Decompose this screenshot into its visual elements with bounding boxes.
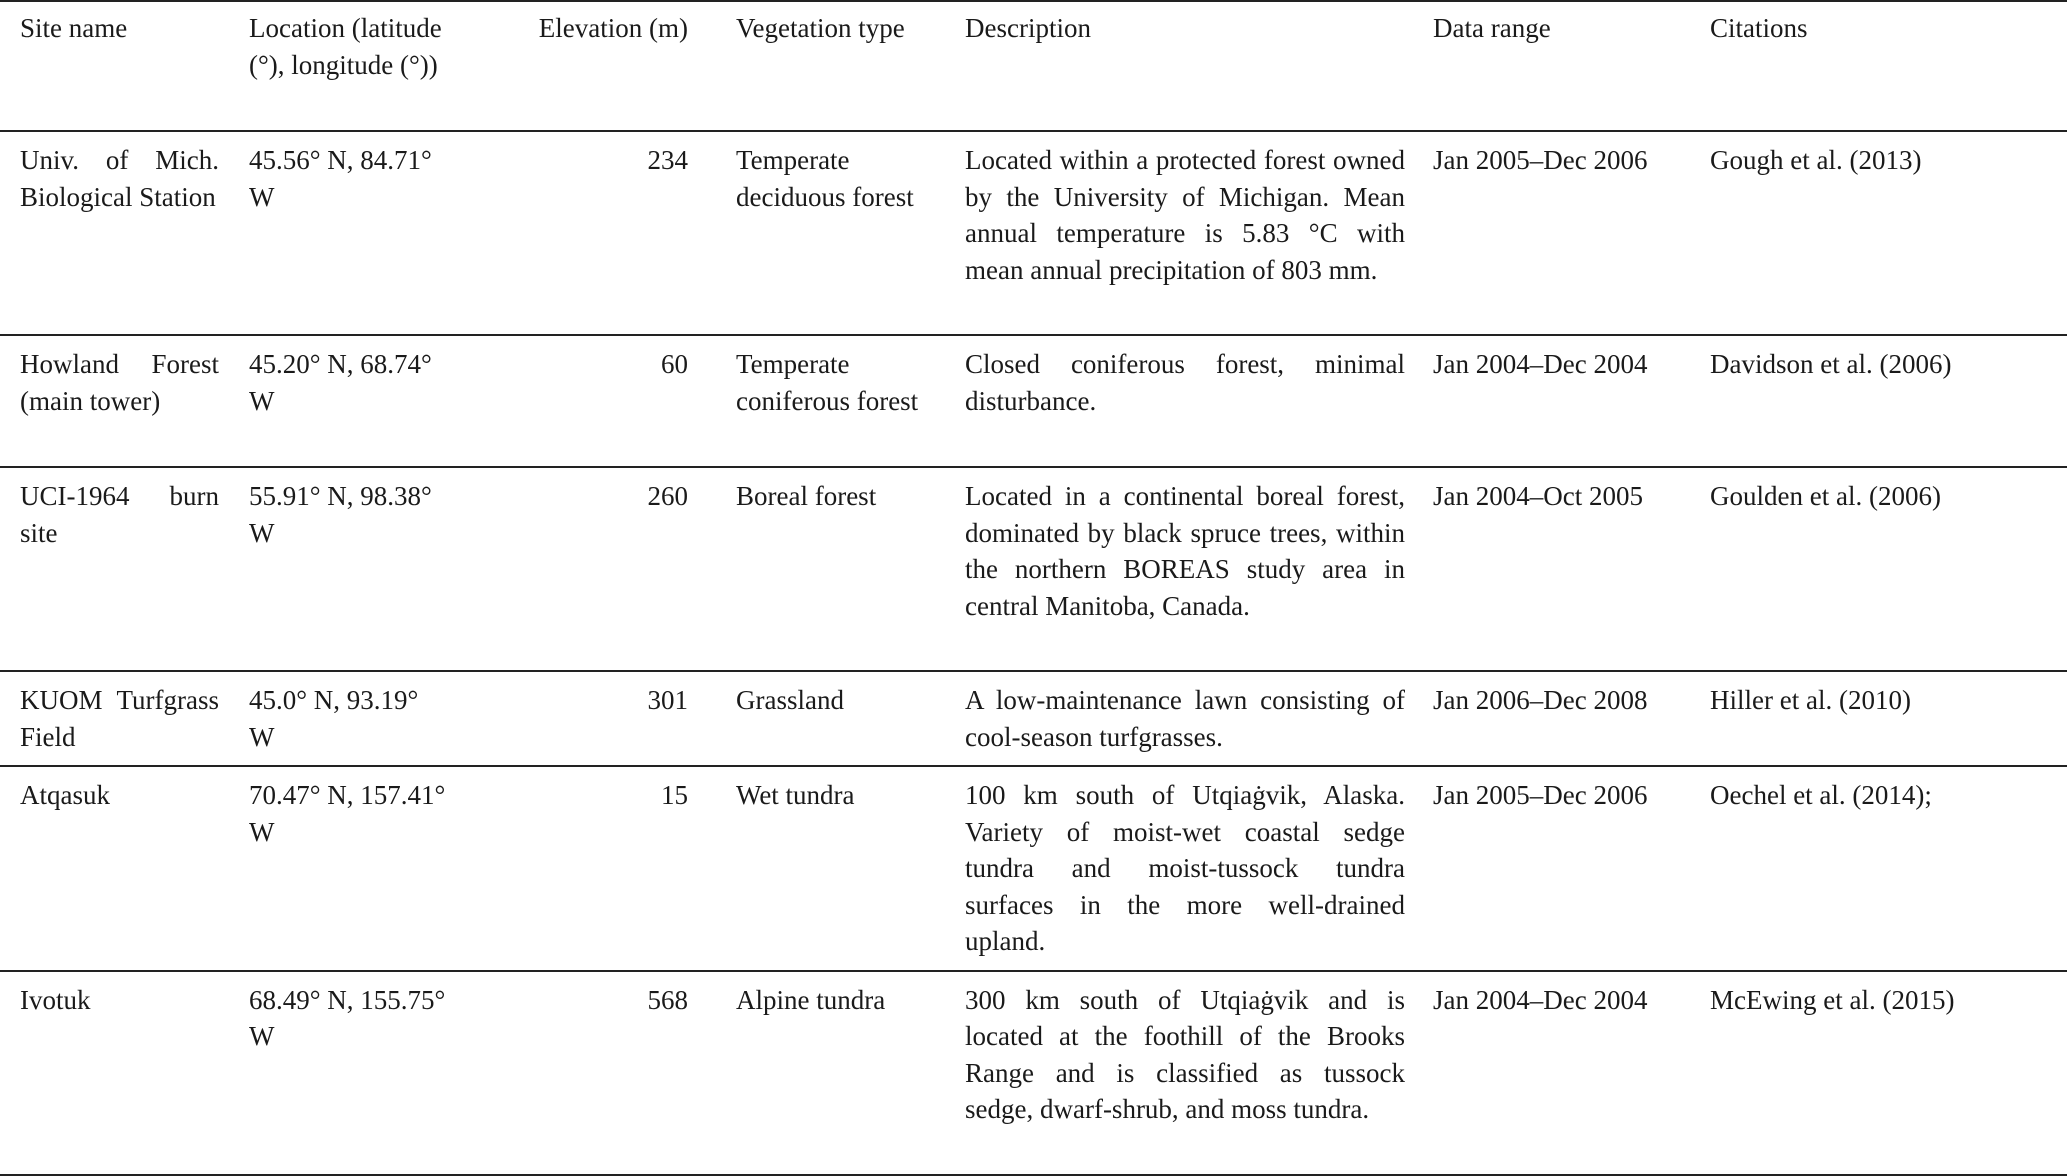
header-location: Location (latitude (°), longitude (°)) bbox=[249, 13, 442, 80]
cell-vegetation: Alpine tundra bbox=[736, 984, 886, 1015]
cell-elevation: 15 bbox=[661, 780, 688, 810]
cell-data-range: Jan 2006–Dec 2008 bbox=[1433, 685, 1648, 715]
cell-description: Located within a protected forest owned by the University of Michigan. Mean annual temperature is 5.83 °C with mean annual precipitation of 803 mm. bbox=[965, 145, 1405, 285]
table-row bbox=[0, 671, 2067, 766]
header-site-name: Site name bbox=[20, 13, 128, 43]
cell-data-range: Jan 2004–Oct 2005 bbox=[1433, 481, 1643, 511]
cell-site-name: KUOM Turfgrass Field bbox=[20, 685, 219, 752]
cell-elevation: 234 bbox=[647, 145, 688, 175]
cell-data-range: Jan 2005–Dec 2006 bbox=[1433, 145, 1648, 175]
header-row bbox=[0, 1, 2067, 131]
table-row bbox=[0, 766, 2067, 971]
cell-location: 55.91° N, 98.38° W bbox=[249, 481, 432, 548]
cell-citations: Oechel et al. (2014); bbox=[1710, 780, 1932, 810]
cell-site-name: Howland Forest (main tower) bbox=[20, 349, 219, 416]
table-header bbox=[0, 1, 2067, 131]
cell-vegetation: Grassland bbox=[736, 685, 844, 715]
cell-description: A low-maintenance lawn consisting of cool-season turfgrasses. bbox=[965, 685, 1405, 752]
header-elevation: Elevation (m) bbox=[538, 13, 688, 43]
header-data-range: Data range bbox=[1433, 13, 1551, 43]
cell-site-name: UCI-1964 burn site bbox=[20, 481, 219, 548]
cell-location: 45.20° N, 68.74° W bbox=[249, 349, 432, 416]
cell-description: Closed coniferous forest, minimal disturbance. bbox=[965, 349, 1405, 416]
cell-citations: Goulden et al. (2006) bbox=[1710, 481, 1941, 511]
cell-description: 100 km south of Utqiaġvik, Alaska. Variety of moist-wet coastal sedge tundra and moist-tussock tundra surfaces in the more well-drained upland. bbox=[965, 780, 1405, 956]
cell-vegetation: Wet tundra bbox=[736, 780, 855, 810]
cell-vegetation: Temperate coniferous forest bbox=[736, 349, 919, 416]
table-row bbox=[0, 467, 2067, 671]
header-vegetation: Vegetation type bbox=[736, 13, 905, 43]
cell-vegetation: Temperate deciduous forest bbox=[736, 145, 914, 212]
cell-data-range: Jan 2004–Dec 2004 bbox=[1433, 984, 1648, 1015]
cell-elevation: 60 bbox=[661, 349, 688, 379]
cell-site-name: Ivotuk bbox=[20, 984, 91, 1015]
table-row bbox=[0, 131, 2067, 335]
table-row bbox=[0, 971, 2067, 1175]
cell-citations: Gough et al. (2013) bbox=[1710, 145, 1922, 175]
table-body bbox=[0, 131, 2067, 1175]
cell-citations: Hiller et al. (2010) bbox=[1710, 685, 1911, 715]
cell-location: 45.0° N, 93.19° W bbox=[249, 685, 419, 752]
cell-citations: McEwing et al. (2015) bbox=[1710, 984, 1955, 1015]
cell-description: 300 km south of Utqiaġvik and is located at the foothill of the Brooks Range and is classified as tussock sedge, dwarf-shrub, and moss tundra. bbox=[965, 984, 1405, 1124]
header-citations: Citations bbox=[1710, 13, 1808, 43]
cell-site-name: Atqasuk bbox=[20, 780, 110, 810]
table-row bbox=[0, 335, 2067, 467]
cell-location: 45.56° N, 84.71° W bbox=[249, 145, 432, 212]
cell-elevation: 260 bbox=[647, 481, 688, 511]
cell-description: Located in a continental boreal forest, dominated by black spruce trees, within the northern BOREAS study area in central Manitoba, Canada. bbox=[965, 481, 1405, 621]
cell-location: 70.47° N, 157.41° W bbox=[249, 780, 446, 847]
cell-citations: Davidson et al. (2006) bbox=[1710, 349, 1952, 379]
header-description: Description bbox=[965, 13, 1091, 43]
cell-elevation: 301 bbox=[647, 685, 688, 715]
cell-site-name: Univ. of Mich. Biological Station bbox=[20, 145, 219, 212]
cell-vegetation: Boreal forest bbox=[736, 481, 877, 511]
cell-data-range: Jan 2005–Dec 2006 bbox=[1433, 780, 1648, 810]
cell-data-range: Jan 2004–Dec 2004 bbox=[1433, 349, 1648, 379]
cell-location: 68.49° N, 155.75° W bbox=[249, 984, 446, 1051]
cell-elevation: 568 bbox=[647, 984, 688, 1015]
